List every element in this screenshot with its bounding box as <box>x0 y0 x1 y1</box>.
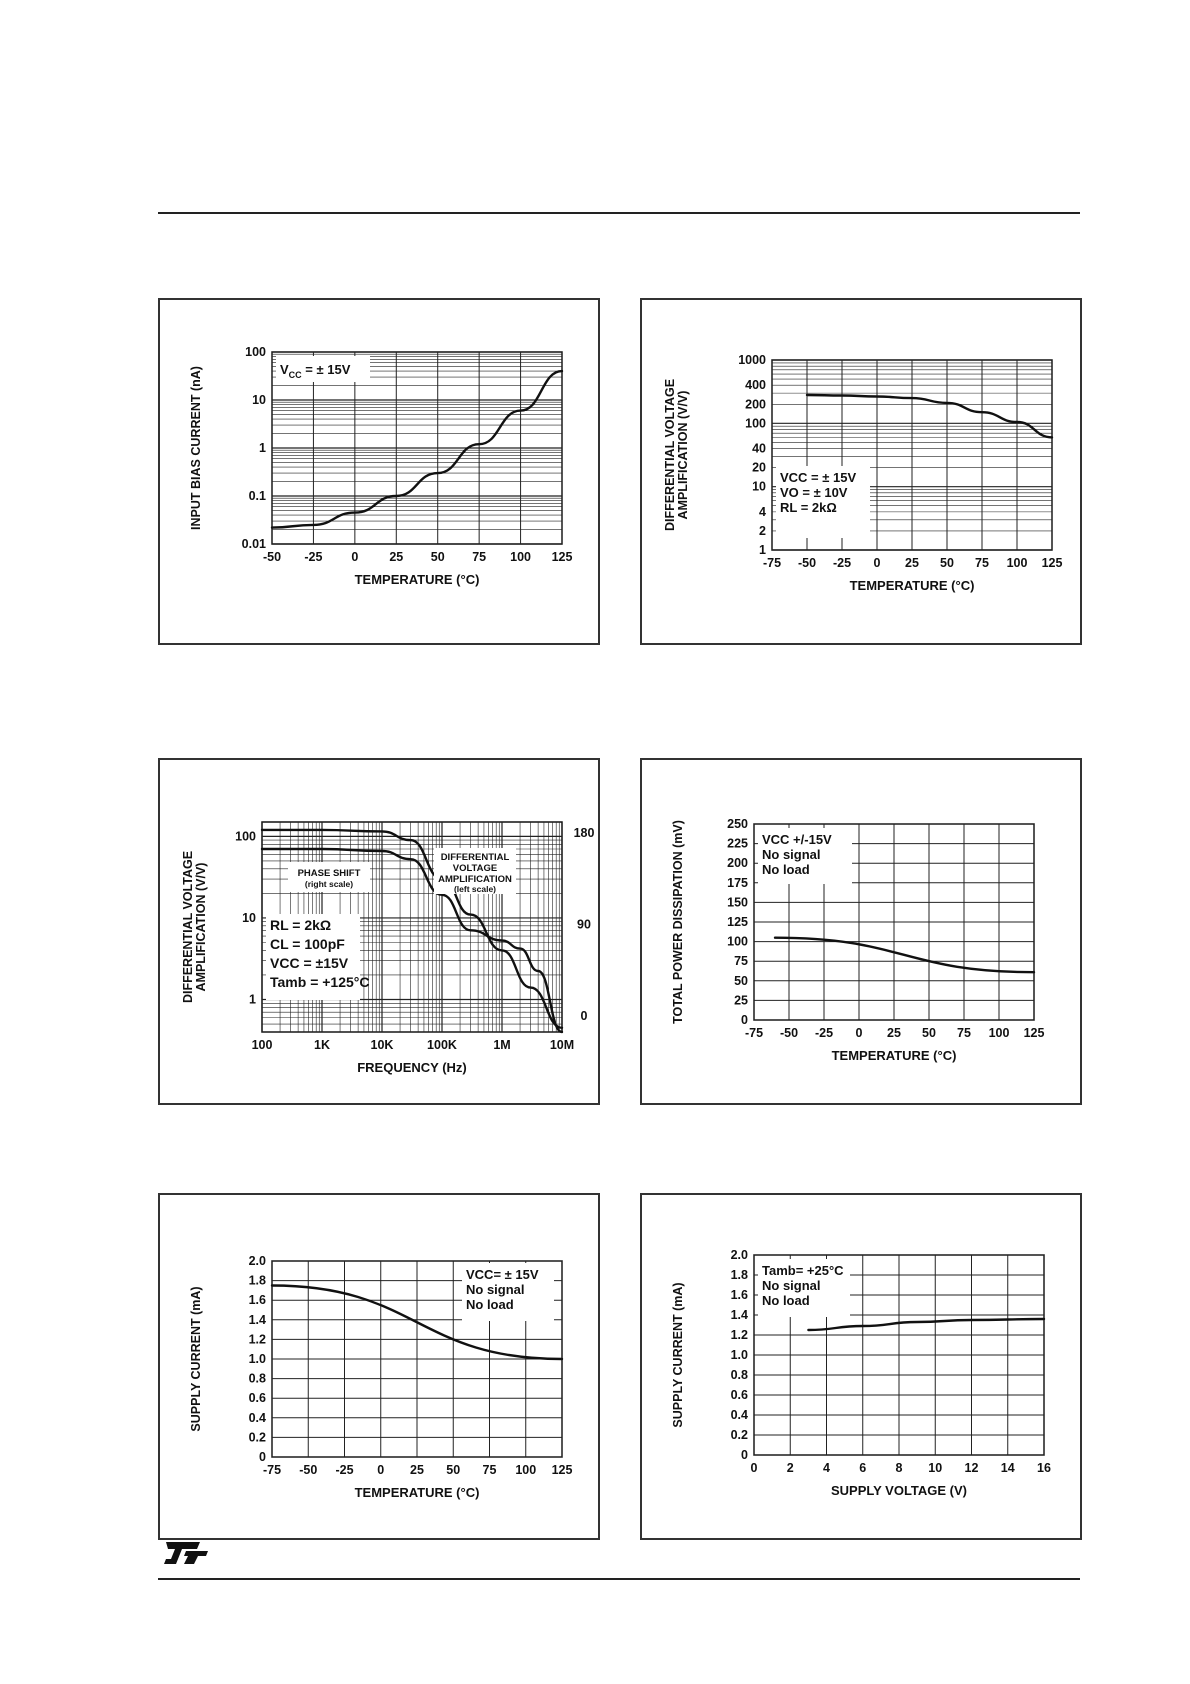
amp-note: (left scale) <box>453 884 497 894</box>
x-tick-label: 100K <box>427 1038 457 1052</box>
y-tick-label: 1 <box>759 543 766 557</box>
x-tick-label: 100 <box>515 1463 537 1477</box>
y-tick-label: 1.8 <box>730 1268 748 1282</box>
annotation-line: No signal <box>762 847 821 862</box>
annotation-line: No load <box>466 1297 514 1312</box>
x-tick-label: 1M <box>493 1038 511 1052</box>
x-tick-label: 125 <box>1041 556 1063 570</box>
x-tick-label: 100 <box>510 550 532 564</box>
y-axis-label: DIFFERENTIAL VOLTAGEAMPLIFICATION (V/V) <box>663 378 690 532</box>
amp-label-3: AMPLIFICATION <box>438 874 512 885</box>
x-tick-label: 6 <box>859 1461 867 1475</box>
bottom-rule <box>158 1578 1080 1580</box>
y-tick-label: 0 <box>259 1450 266 1464</box>
annotation-line: VCC = ±15V <box>270 955 349 971</box>
x-tick-label: 0 <box>377 1463 385 1477</box>
amp-label-1: DIFFERENTIAL <box>440 852 510 863</box>
y-tick-label: 0.2 <box>730 1428 748 1442</box>
y-tick-label: 100 <box>727 934 748 949</box>
x-tick-label: 4 <box>823 1461 830 1475</box>
y-tick-label: 0.01 <box>241 537 266 551</box>
x-tick-label: 10 <box>928 1461 943 1475</box>
y-tick-label: 0.6 <box>730 1388 748 1402</box>
y-tick-label: 100 <box>235 829 256 844</box>
annotation-line: RL = 2kΩ <box>780 500 837 515</box>
x-axis-label: TEMPERATURE (°C) <box>849 578 975 593</box>
y-tick-label: 1.2 <box>248 1332 266 1347</box>
x-tick-label: 25 <box>905 556 919 570</box>
y-tick-label: 1.8 <box>248 1273 266 1288</box>
y2-tick-label: 90 <box>577 917 591 932</box>
y-tick-label: 40 <box>752 441 766 456</box>
y-tick-label: 0.4 <box>730 1408 748 1422</box>
annotation-line: No load <box>762 862 810 877</box>
x-axis-label: TEMPERATURE (°C) <box>354 572 480 587</box>
x-tick-label: 100 <box>1006 556 1028 570</box>
y-tick-label: 20 <box>752 460 766 475</box>
x-tick-label: -25 <box>335 1463 354 1477</box>
x-tick-label: -75 <box>762 556 782 570</box>
x-tick-label: 10M <box>549 1038 575 1052</box>
x-tick-label: -25 <box>814 1026 834 1040</box>
annotation-line: VCC +/-15V <box>762 832 832 847</box>
x-tick-label: 50 <box>922 1026 936 1040</box>
x-tick-label: 0 <box>873 556 881 570</box>
y-tick-label: 100 <box>745 416 766 431</box>
x-tick-label: 16 <box>1037 1461 1051 1475</box>
y-tick-label: 200 <box>727 856 748 871</box>
x-tick-label: 8 <box>895 1461 903 1475</box>
y-axis-label: SUPPLY CURRENT (mA) <box>671 1282 685 1428</box>
y-tick-label: 1.6 <box>730 1288 748 1302</box>
y-tick-label: 1.2 <box>730 1328 748 1342</box>
x-tick-label: 125 <box>551 550 573 564</box>
x-tick-label: 0 <box>750 1461 758 1475</box>
phase-label: PHASE SHIFT <box>297 868 361 879</box>
chart-input-bias-svg <box>160 300 602 647</box>
x-tick-label: 25 <box>389 550 404 564</box>
y-tick-label: 10 <box>252 393 266 407</box>
y-tick-label: 175 <box>727 875 748 890</box>
y-tick-label: 4 <box>759 504 766 519</box>
x-tick-label: 25 <box>887 1026 901 1040</box>
y-axis-label: SUPPLY CURRENT (mA) <box>189 1286 203 1432</box>
chart-diff-amp-freq-svg <box>160 760 602 1107</box>
y-tick-label: 1000 <box>738 353 766 367</box>
y-tick-label: 1 <box>259 441 266 455</box>
y-tick-label: 1 <box>249 992 256 1007</box>
chart-panel-supply-current-temp <box>158 1193 600 1540</box>
x-axis-label: SUPPLY VOLTAGE (V) <box>830 1483 968 1498</box>
y-tick-label: 0.8 <box>248 1371 266 1386</box>
y2-tick-label: 180 <box>573 826 595 840</box>
x-tick-label: -25 <box>304 550 323 564</box>
x-tick-label: -50 <box>797 556 817 570</box>
x-tick-label: -25 <box>832 556 852 570</box>
y-tick-label: 0 <box>741 1448 748 1462</box>
annotation-line: VCC = ± 15V <box>780 470 857 485</box>
y-axis-label: INPUT BIAS CURRENT (nA) <box>189 366 203 530</box>
top-rule <box>158 212 1080 214</box>
x-tick-label: 100 <box>988 1026 1010 1040</box>
annotation-line: VO = ± 10V <box>780 485 848 500</box>
annotation-line: No load <box>762 1293 810 1308</box>
annotation-line: CL = 100pF <box>270 936 345 952</box>
chart-power-dissipation-svg <box>642 760 1084 1107</box>
y-tick-label: 1.4 <box>248 1312 266 1327</box>
annotation-text: $V_{CC}$ = ± 15V <box>280 362 351 380</box>
chart-panel-input-bias <box>158 298 600 645</box>
annotation-line: RL = 2kΩ <box>270 917 332 933</box>
x-tick-label: 12 <box>964 1461 979 1475</box>
y-tick-label: 1.6 <box>248 1293 266 1308</box>
y-tick-label: 2 <box>759 523 766 538</box>
y-tick-label: 0.4 <box>248 1410 266 1425</box>
x-tick-label: 75 <box>957 1026 971 1040</box>
x-tick-label: -75 <box>262 1463 282 1477</box>
chart-panel-power-dissipation <box>640 758 1082 1105</box>
y-tick-label: 2.0 <box>248 1254 266 1268</box>
x-tick-label: 75 <box>472 550 487 564</box>
y-axis-label: DIFFERENTIAL VOLTAGEAMPLIFICATION (V/V) <box>181 850 208 1004</box>
y-tick-label: 10 <box>242 910 256 925</box>
amp-label-2: VOLTAGE <box>452 863 498 874</box>
chart-supply-current-temp-svg <box>160 1195 602 1542</box>
y-tick-label: 0.1 <box>248 489 266 503</box>
y-tick-label: 125 <box>727 915 748 929</box>
x-tick-label: 2 <box>786 1461 794 1475</box>
chart-panel-diff-amp-temp <box>640 298 1082 645</box>
x-tick-label: 50 <box>940 556 954 570</box>
y-tick-label: 1.0 <box>730 1348 748 1362</box>
y-tick-label: 250 <box>727 817 748 831</box>
annotation-line: Tamb = +125°C <box>270 974 370 990</box>
x-axis-label: TEMPERATURE (°C) <box>831 1048 957 1063</box>
y-tick-label: 1.4 <box>730 1308 748 1322</box>
y-tick-label: 2.0 <box>730 1248 748 1262</box>
x-axis-label: FREQUENCY (Hz) <box>357 1060 467 1075</box>
x-tick-label: 50 <box>446 1463 461 1477</box>
phase-note: (right scale) <box>304 879 354 889</box>
y-tick-label: 200 <box>745 397 766 412</box>
x-tick-label: -50 <box>299 1463 318 1477</box>
y2-tick-label: 0 <box>580 1009 588 1023</box>
y-tick-label: 50 <box>734 973 748 988</box>
x-tick-label: -50 <box>779 1026 799 1040</box>
x-axis-label: TEMPERATURE (°C) <box>354 1485 480 1500</box>
x-tick-label: -50 <box>262 550 282 564</box>
st-logo <box>160 1538 212 1568</box>
annotation-line: No signal <box>466 1282 525 1297</box>
y-tick-label: 225 <box>727 836 748 851</box>
y-tick-label: 75 <box>734 954 748 969</box>
x-tick-label: 1K <box>314 1038 330 1052</box>
x-tick-label: 75 <box>975 556 989 570</box>
y-tick-label: 0 <box>741 1013 748 1027</box>
y-tick-label: 1.0 <box>248 1352 266 1366</box>
x-tick-label: 75 <box>482 1463 497 1477</box>
y-tick-label: 100 <box>245 345 266 359</box>
y-tick-label: 25 <box>734 993 748 1008</box>
y-tick-label: 0.6 <box>248 1391 266 1406</box>
y-tick-label: 10 <box>752 479 766 494</box>
x-tick-label: 14 <box>1000 1461 1015 1475</box>
y-tick-label: 150 <box>727 895 748 910</box>
x-tick-label: 0 <box>351 550 359 564</box>
annotation-line: VCC= ± 15V <box>466 1267 539 1282</box>
y-tick-label: 400 <box>745 378 766 393</box>
chart-panel-supply-current-voltage <box>640 1193 1082 1540</box>
x-tick-label: 25 <box>410 1463 424 1477</box>
chart-panel-diff-amp-freq <box>158 758 600 1105</box>
x-tick-label: 125 <box>1023 1026 1045 1040</box>
annotation-line: No signal <box>762 1278 821 1293</box>
x-tick-label: 100 <box>251 1038 273 1052</box>
x-tick-label: -75 <box>744 1026 764 1040</box>
x-tick-label: 125 <box>551 1463 573 1477</box>
chart-diff-amp-temp-svg <box>642 300 1084 647</box>
y-tick-label: 0.2 <box>248 1430 266 1445</box>
y-axis-label: TOTAL POWER DISSIPATION (mV) <box>671 820 685 1024</box>
annotation-line: Tamb= +25°C <box>762 1263 844 1278</box>
x-tick-label: 50 <box>430 550 445 564</box>
chart-supply-current-voltage-svg <box>642 1195 1084 1542</box>
x-tick-label: 0 <box>855 1026 863 1040</box>
x-tick-label: 10K <box>370 1038 394 1052</box>
y-tick-label: 0.8 <box>730 1368 748 1382</box>
